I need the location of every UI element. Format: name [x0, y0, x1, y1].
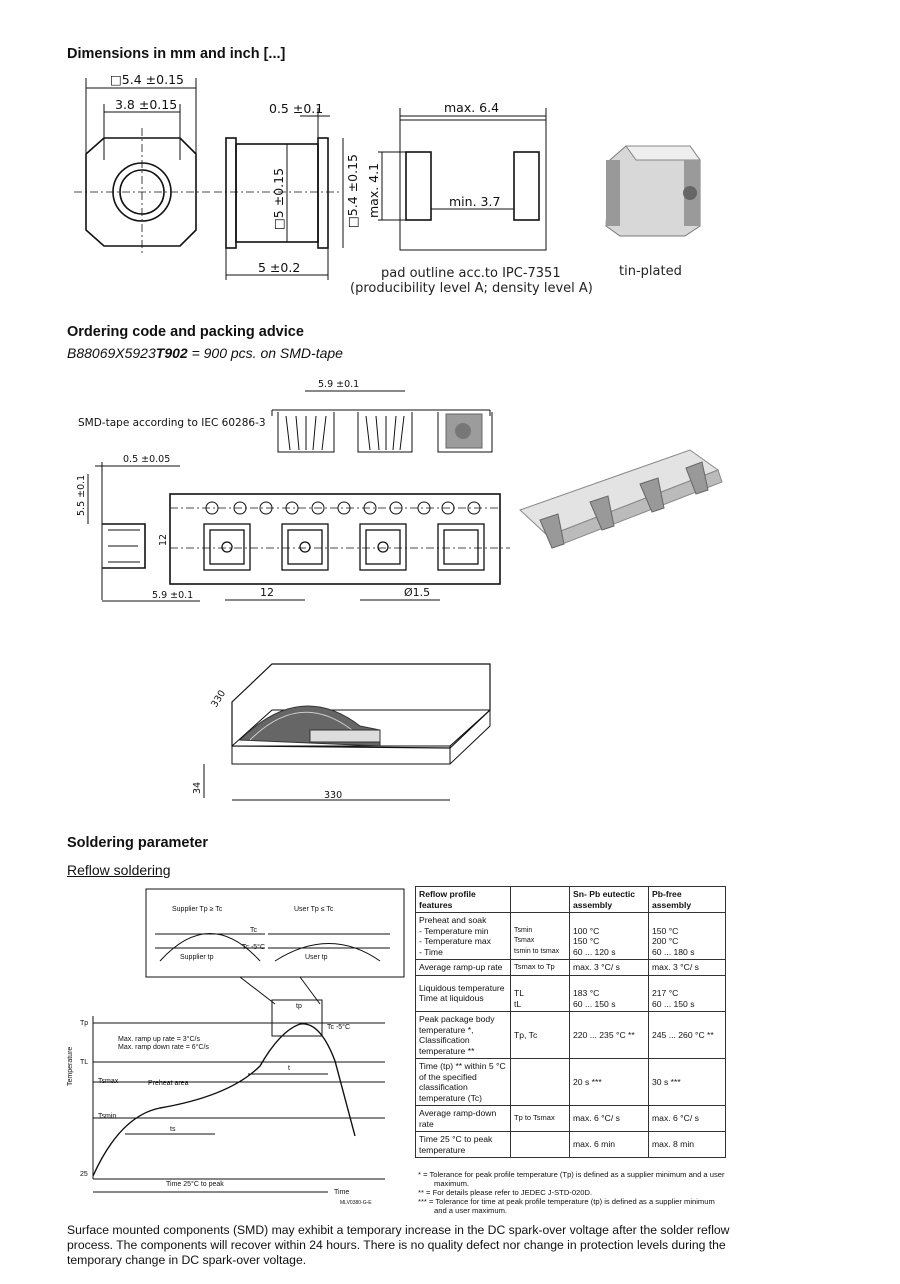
- dim-sq54-vert: □5.4 ±0.15: [345, 154, 360, 228]
- dim-55: 5.5 ±0.1: [76, 474, 87, 516]
- svg-text:Tc -5°C: Tc -5°C: [242, 944, 266, 951]
- svg-text:Tsmax: Tsmax: [98, 1078, 119, 1085]
- tape-3d-image: [520, 450, 722, 548]
- reel-dim-330a: 330: [209, 688, 229, 710]
- table-header: Pb-free assembly: [649, 887, 726, 913]
- reel-box: [192, 664, 490, 801]
- svg-text:User tp: User tp: [305, 954, 328, 961]
- dim-sq54: □5.4 ±0.15: [110, 72, 184, 87]
- dim-max41: max. 4.1: [366, 162, 381, 218]
- table-row: Peak package body temperature *, Classification temperature ** Tp, Tc 220 ... 235 °C ** 245 ... 260 °C **: [416, 1012, 726, 1059]
- svg-text:TL: TL: [80, 1059, 89, 1066]
- svg-text:MLV0380-G-E: MLV0380-G-E: [340, 1200, 372, 1206]
- pad-caption-1: pad outline acc.to IPC-7351: [381, 266, 561, 281]
- svg-text:Time: Time: [334, 1189, 350, 1196]
- svg-text:t: t: [288, 1065, 290, 1072]
- table-row: Time 25 °C to peak temperature max. 6 min max. 8 min: [416, 1132, 726, 1158]
- front-view: [74, 72, 210, 256]
- dimensions-drawing: [0, 60, 900, 305]
- dim-12v: 12: [158, 533, 169, 546]
- reflow-table: [415, 886, 726, 1158]
- table-row: Liquidous temperature Time at liquidous TL tL 183 °C 60 ... 150 s 217 °C 60 ... 150 s: [416, 975, 726, 1012]
- table-row: Time (tp) ** within 5 °C of the specified classification temperature (Tc) 20 s *** 30 s ***: [416, 1059, 726, 1106]
- svg-text:Tsmin: Tsmin: [98, 1113, 117, 1120]
- svg-text:tp: tp: [296, 1003, 302, 1010]
- table-row: Average ramp-up rate Tsmax to Tp max. 3 °C/ s max. 3 °C/ s: [416, 960, 726, 976]
- dim-5: 5 ±0.2: [258, 260, 301, 275]
- reflow-profile-graph: [60, 886, 415, 1216]
- svg-text:ts: ts: [170, 1126, 176, 1133]
- table-note: * = Tolerance for peak profile temperature (Tp) is defined as a supplier minimum and a user maximum.: [418, 1170, 725, 1188]
- dim-min37: min. 3.7: [449, 194, 501, 209]
- pad-caption-2: (producibility level A; density level A): [350, 281, 593, 296]
- tape-top-view: [170, 494, 510, 600]
- table-row: Preheat and soak - Temperature min - Temperature max - Time Tsmin Tsmax tsmin to tsmax 100 °C 150 °C 60 ... 120 s 150 °C 200 °C 60 ... 180 s: [416, 913, 726, 960]
- graph-temp-axis: Temperature: [67, 1046, 74, 1086]
- svg-text:Tp: Tp: [80, 1020, 89, 1027]
- svg-text:Max. ramp down rate = 6°C/s: Max. ramp down rate = 6°C/s: [118, 1044, 209, 1051]
- svg-text:Tc -5°C: Tc -5°C: [327, 1024, 351, 1031]
- table-row: Average ramp-down rate Tp to Tsmax max. 6 °C/ s max. 6 °C/ s: [416, 1106, 726, 1132]
- dim-sq5-vert: □5 ±0.15: [271, 167, 286, 230]
- dim-12h: 12: [260, 586, 274, 599]
- packing-drawing: [0, 370, 900, 815]
- table-header: Reflow profile features: [416, 887, 511, 913]
- table-header: Sn- Pb eutectic assembly: [570, 887, 649, 913]
- svg-text:Tc: Tc: [250, 927, 257, 934]
- svg-text:25: 25: [80, 1171, 88, 1178]
- dimensions-heading: Dimensions in mm and inch [...]: [67, 46, 286, 62]
- ordering-code: B88069X5923T902 = 900 pcs. on SMD-tape: [67, 345, 343, 361]
- table-note: ** = For details please refer to JEDEC J-STD-020D.: [418, 1188, 593, 1197]
- table-notes: [418, 1170, 726, 1215]
- component-3d-image: [606, 146, 700, 279]
- svg-text:Max. ramp up rate = 3°C/s: Max. ramp up rate = 3°C/s: [118, 1036, 200, 1043]
- dim-05: 0.5 ±0.1: [269, 101, 324, 116]
- tape-profile: [76, 454, 200, 601]
- dim-15: Ø1.5: [404, 586, 431, 599]
- table-note: *** = Tolerance for time at peak profile temperature (tp) is defined as a supplier minimum and a user maximum.: [418, 1197, 715, 1215]
- closing-paragraph: Surface mounted components (SMD) may exhibit a temporary increase in the DC spark-over voltage after the solder reflow process. The components will recover within 24 hours. There is no quality defect nor change in protection levels during the temporary change in DC spark-over voltage.: [67, 1223, 730, 1267]
- svg-text:Supplier tp: Supplier tp: [180, 954, 214, 961]
- tape-note: SMD-tape according to IEC 60286-3: [78, 417, 266, 429]
- side-view: [214, 101, 360, 280]
- reflow-soldering-link[interactable]: Reflow soldering: [67, 862, 171, 878]
- tape-section: [78, 379, 492, 452]
- reel-dim-330b: 330: [324, 790, 343, 801]
- reel-dim-34: 34: [192, 781, 203, 794]
- dim-38: 3.8 ±0.15: [115, 97, 178, 112]
- dim-tape-pitch: 5.9 ±0.1: [318, 379, 360, 390]
- svg-text:Preheat area: Preheat area: [148, 1080, 189, 1087]
- svg-text:Time 25°C to peak: Time 25°C to peak: [166, 1181, 224, 1188]
- ordering-heading: Ordering code and packing advice: [67, 324, 304, 340]
- tin-caption: tin-plated: [619, 264, 682, 279]
- dim-max64: max. 6.4: [444, 100, 500, 115]
- dim-59: 5.9 ±0.1: [152, 590, 194, 601]
- graph-supplier-label: Supplier Tp ≥ Tc: [172, 906, 223, 913]
- dim-05-005: 0.5 ±0.05: [123, 454, 171, 465]
- table-header: [511, 887, 570, 913]
- graph-user-label: User Tp ≤ Tc: [294, 906, 334, 913]
- soldering-heading: Soldering parameter: [67, 835, 209, 851]
- pad-outline: [350, 100, 593, 296]
